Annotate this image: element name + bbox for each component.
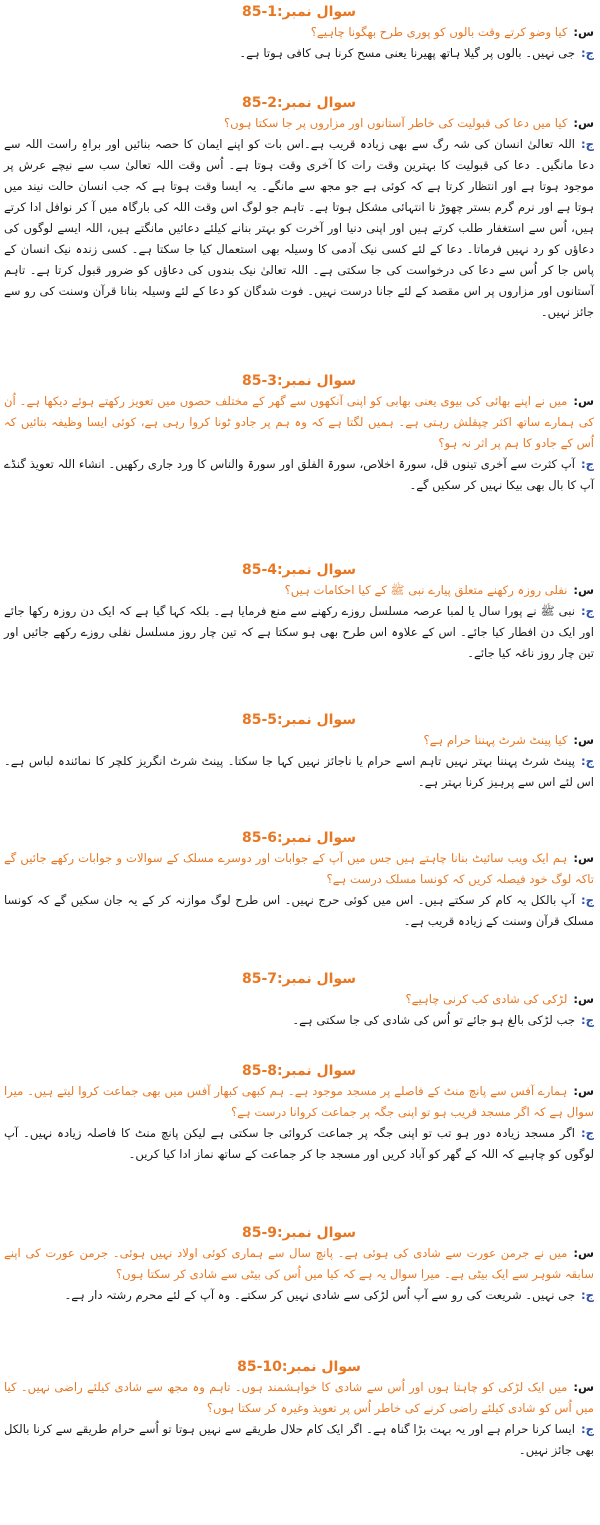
question-body: ہمارے آفس سے پانچ منٹ کے فاصلے پر مسجد موجود ہے۔ ہم کبھی کبھار آفس میں بھی جماعت کروا لیتے ہیں۔ میرا سوال ہے کہ اگر مسجد قریب ہو تو اپنی جگہ پر جماعت کروانا درست ہے؟: [4, 1084, 594, 1119]
question-text: [4, 1081, 594, 1123]
question-body: لڑکی کی شادی کب کرنی چاہیے؟: [405, 992, 568, 1006]
question-text: [4, 22, 594, 43]
answer-text: [4, 751, 594, 793]
qa-item: [4, 969, 594, 1031]
question-heading: سوال نمبر:4-85: [241, 562, 357, 578]
question-marker: س:: [573, 851, 594, 865]
question-heading: سوال نمبر:3-85: [241, 373, 357, 389]
qa-item: [4, 1357, 594, 1461]
answer-marker: ج:: [581, 1013, 594, 1027]
question-marker: س:: [573, 733, 594, 747]
answer-body: جب لڑکی بالغ ہو جائے تو اُس کی شادی کی جا سکتی ہے۔: [292, 1013, 575, 1027]
answer-body: ایسا کرنا حرام ہے اور یہ بہت بڑا گناہ ہے۔ اگر ایک کام حلال طریقے سے نہیں ہوتا تو اُسے حرام طریقے سے کرنا بالکل بھی جائز نہیں۔: [4, 1422, 594, 1457]
answer-body: اگر مسجد زیادہ دور ہو تب تو اپنی جگہ پر جماعت کروائی جا سکتی ہے لیکن پانچ منٹ کا فاصلہ زیادہ نہیں۔ آپ لوگوں کو چاہیے کہ اللہ کے گھر کو آباد کریں اور مسجد جا کر جماعت کے ساتھ نماز ادا کیا کریں۔: [4, 1126, 594, 1161]
answer-body: آپ بالکل یہ کام کر سکتے ہیں۔ اس میں کوئی حرج نہیں۔ اس طرح لوگ موازنہ کر کے یہ جان سکیں گے کہ کونسا مسلک قرآن وسنت کے زیادہ قریب ہے۔: [4, 893, 594, 928]
question-body: میں ایک لڑکی کو چاہتا ہوں اور اُس سے شادی کا خواہشمند ہوں۔ تاہم وہ مجھ سے شادی کیلئے راضی نہیں۔ کیا میں اُس کو شادی کیلئے راضی کرنے کی خاطر اُس پر تعویذ وغیرہ کر سکتا ہوں؟: [4, 1380, 594, 1415]
question-text: [4, 848, 594, 890]
question-marker: س:: [573, 992, 594, 1006]
question-marker: س:: [573, 25, 594, 39]
question-text: [4, 989, 594, 1010]
answer-body: نبی ﷺ نے پورا سال یا لمبا عرصہ مسلسل روزے رکھنے سے منع فرمایا ہے۔ بلکہ کہا گیا ہے کہ ایک دن روزہ رکھا جائے اور ایک دن افطار کیا جائے۔ اس کے علاوہ اس طرح بھی ہو سکتا ہے کہ تین چار روز مسلسل نفلی روزے رکھے جائیں اور تین چار روز ناغہ کیا جائے۔: [4, 604, 594, 660]
answer-body: جی نہیں۔ بالوں پر گیلا ہاتھ پھیرنا یعنی مسح کرنا ہی کافی ہوتا ہے۔: [239, 46, 575, 60]
question-marker: س:: [573, 1084, 594, 1098]
answer-body: اللہ تعالیٰ انسان کی شہ رگ سے بھی زیادہ قریب ہے۔اس بات کو اپنے ایمان کا حصہ بنائیں اور براہِ راست اللہ سے دعا مانگیں۔ دعا کی قبولیت کا بہترین وقت رات کا آخری وقت ہوتا ہے۔ اُس وقت اللہ تعالیٰ سب سے نیچے عرش پر موجود ہوتا ہے اور انتظار کرتا ہے کہ کوئی ہے جو مجھ سے مانگے۔ یہ ایسا وقت ہوتا ہے کہ جب انسان حالت نیند میں ہوتا ہے اور نرم گرم بستر چھوڑ نا انتہائی مشکل ہوتا ہے۔ تاہم جو لوگ اس وقت اللہ کی بارگاہ میں آ کر نوافل ادا کرتے ہیں، اُس سے استغفار طلب کرتے ہیں اور اپنی دنیا اور آخرت کو بہتر بنانے کیلئے دعائیں مانگتے ہیں، اللہ ایسے لوگوں کی دعاؤں کو رد نہیں فرماتا۔ دعا کے لئے کسی نیک آدمی کا وسیلہ بھی استعمال کیا جا سکتا ہے۔ کسی زندہ نیک انسان کے پاس جا کر اُس سے دعا کی درخواست کی جا سکتی ہے۔ اللہ تعالیٰ نیک بندوں کی دعاؤں کو ضرور قبول کرتا ہے۔ تاہم آستانوں اور مزاروں پر اس مقصد کے لئے جانا درست نہیں۔ فوت شدگان کو دعا کے لئے وسیلہ بنانا قرآن وسنت کی رو سے جائز نہیں۔: [4, 137, 594, 319]
question-body: کیا وضو کرتے وقت بالوں کو پوری طرح بھگونا چاہیے؟: [310, 25, 568, 39]
question-heading: سوال نمبر:10-85: [237, 1359, 361, 1375]
question-body: کیا پینٹ شرٹ پہننا حرام ہے؟: [423, 733, 568, 747]
answer-text: [4, 1010, 594, 1031]
question-heading: سوال نمبر:7-85: [241, 971, 357, 987]
question-heading: سوال نمبر:8-85: [241, 1063, 357, 1079]
question-text: [4, 1243, 594, 1285]
question-marker: س:: [573, 1380, 594, 1394]
qa-item: [4, 93, 594, 323]
question-marker: س:: [573, 1246, 594, 1260]
question-text: [4, 580, 594, 601]
question-marker: س:: [573, 583, 594, 597]
question-marker: س:: [573, 394, 594, 408]
qa-item: [4, 2, 594, 64]
qa-item: [4, 560, 594, 664]
answer-marker: ج:: [581, 1422, 594, 1436]
qa-item: [4, 1223, 594, 1306]
answer-text: [4, 1419, 594, 1461]
question-text: [4, 730, 594, 751]
answer-marker: ج:: [581, 1126, 594, 1140]
answer-body: آپ کثرت سے آخری تینوں قل، سورۃ اخلاص، سورۃ الفلق اور سورۃ والناس کا ورد جاری رکھیں۔ انشاء اللہ تعویذ گنڈے آپ کا بال بھی بیکا نہیں کر سکیں گے۔: [4, 457, 594, 492]
question-body: میں نے جرمن عورت سے شادی کی ہوئی ہے۔ پانچ سال سے ہماری کوئی اولاد نہیں ہوئی۔ جرمن عورت کی اپنے سابقہ شوہر سے ایک بیٹی ہے۔ میرا سوال یہ ہے کہ کیا میں اُس کی بیٹی سے شادی کر سکتا ہوں؟: [4, 1246, 594, 1281]
question-text: [4, 391, 594, 454]
answer-marker: ج:: [581, 893, 594, 907]
answer-body: جی نہیں۔ شریعت کی رو سے آپ اُس لڑکی سے شادی نہیں کر سکتے۔ وہ آپ کے لئے محرم رشتہ دار ہے۔: [64, 1288, 575, 1302]
qa-item: [4, 371, 594, 496]
question-body: میں نے اپنے بھائی کی بیوی یعنی بھابی کو اپنی آنکھوں سے گھر کے مختلف حصوں میں تعویز رکھتے ہوئے دیکھا ہے۔ اُن کی ہمارے ساتھ اکثر چپقلش رہتی ہے۔ ہمیں لگتا ہے کہ وہ ہم پر جادو ٹونا کروا رہی ہے، کوئی ایسا وظیفہ بتائیں کہ اُس کے جادو کا ہم پر اثر نہ ہو؟: [4, 394, 594, 450]
qa-item: [4, 828, 594, 932]
question-body: ہم ایک ویب سائیٹ بنانا چاہتے ہیں جس میں آپ کے جوابات اور دوسرے مسلک کے سوالات و جوابات رکھے جائیں گے تاکہ لوگ خود فیصلہ کریں کہ کونسا مسلک درست ہے؟: [4, 851, 594, 886]
answer-text: [4, 454, 594, 496]
question-body: نفلی روزہ رکھنے متعلق پیارے نبی ﷺ کے کیا احکامات ہیں؟: [284, 583, 568, 597]
answer-text: [4, 1123, 594, 1165]
question-marker: س:: [573, 116, 594, 130]
qa-item: [4, 1061, 594, 1165]
question-heading: سوال نمبر:1-85: [241, 4, 357, 20]
question-heading: سوال نمبر:5-85: [241, 712, 357, 728]
answer-marker: ج:: [581, 604, 594, 618]
answer-text: [4, 601, 594, 664]
answer-body: پینٹ شرٹ پہننا بہتر نہیں تاہم اسے حرام یا ناجائز نہیں کہا جا سکتا۔ پینٹ شرٹ انگریز کلچر کا نمائندہ لباس ہے۔ اس لئے اس سے پرہیز کرنا بہتر ہے۔: [4, 754, 594, 789]
question-heading: سوال نمبر:6-85: [241, 830, 357, 846]
question-text: [4, 1377, 594, 1419]
answer-text: [4, 134, 594, 323]
qa-item: [4, 710, 594, 793]
answer-text: [4, 890, 594, 932]
answer-text: [4, 43, 594, 64]
answer-marker: ج:: [581, 754, 594, 768]
question-heading: سوال نمبر:9-85: [241, 1225, 357, 1241]
answer-marker: ج:: [581, 137, 594, 151]
answer-marker: ج:: [581, 457, 594, 471]
answer-marker: ج:: [581, 1288, 594, 1302]
answer-marker: ج:: [581, 46, 594, 60]
answer-text: [4, 1285, 594, 1306]
question-heading: سوال نمبر:2-85: [241, 95, 357, 111]
question-body: کیا میں دعا کی قبولیت کی خاطر آستانوں اور مزاروں پر جا سکتا ہوں؟: [224, 116, 568, 130]
question-text: [4, 113, 594, 134]
